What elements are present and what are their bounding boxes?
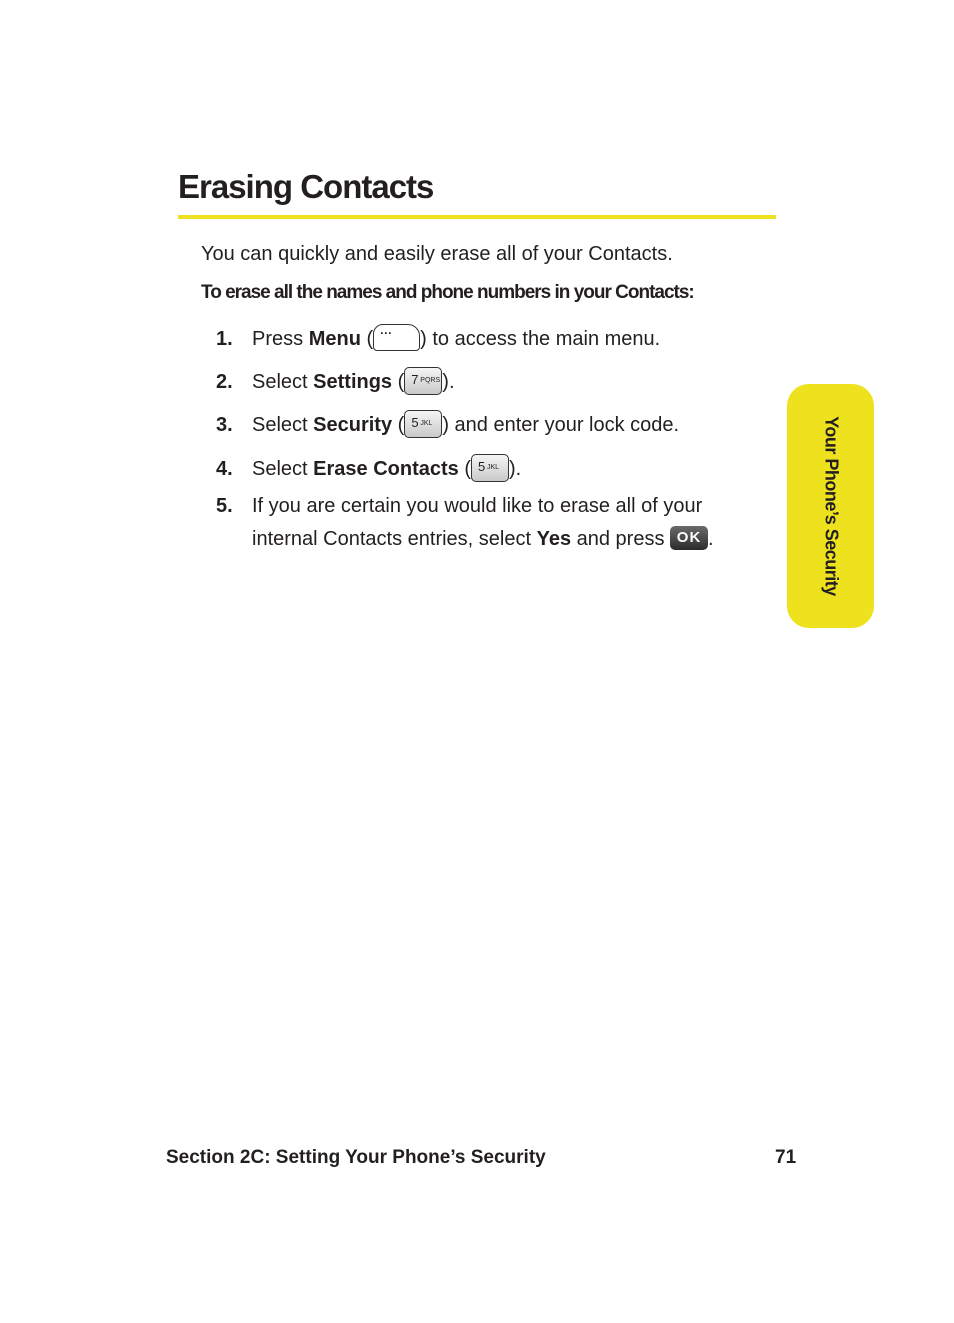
step-number: 1. [216,328,233,350]
menu-label: Menu [308,328,361,350]
yes-label: Yes [536,528,572,550]
step-5-line-2: internal Contacts entries, select Yes and press OK . [252,523,714,556]
section-side-tab [787,384,874,628]
settings-label: Settings [313,371,393,393]
page-number: 71 [775,1147,797,1168]
side-tab-label: Your Phone’s Security [821,416,841,596]
key-7-icon: 7 PQRS [404,367,442,395]
key-5-icon: 5 JKL [471,454,509,482]
key-5-icon: 5 JKL [404,410,442,438]
page-title: Erasing Contacts [178,168,434,205]
title-underline [178,215,776,219]
step-number: 2. [216,371,233,393]
step-number: 4. [216,458,233,480]
intro-text: You can quickly and easily erase all of your Contacts. [201,243,673,265]
step-number: 5. [216,495,233,517]
step-number: 3. [216,414,233,436]
security-label: Security [313,414,393,436]
footer-section-title: Section 2C: Setting Your Phone’s Security [166,1147,546,1168]
menu-softkey-icon: ··· [373,324,420,351]
instructions-heading: To erase all the names and phone numbers in your Contacts: [201,282,694,303]
ok-key-icon: OK [670,526,708,550]
step-5-line-1: If you are certain you would like to erase all of your [252,495,703,517]
erase-contacts-label: Erase Contacts [313,458,459,480]
